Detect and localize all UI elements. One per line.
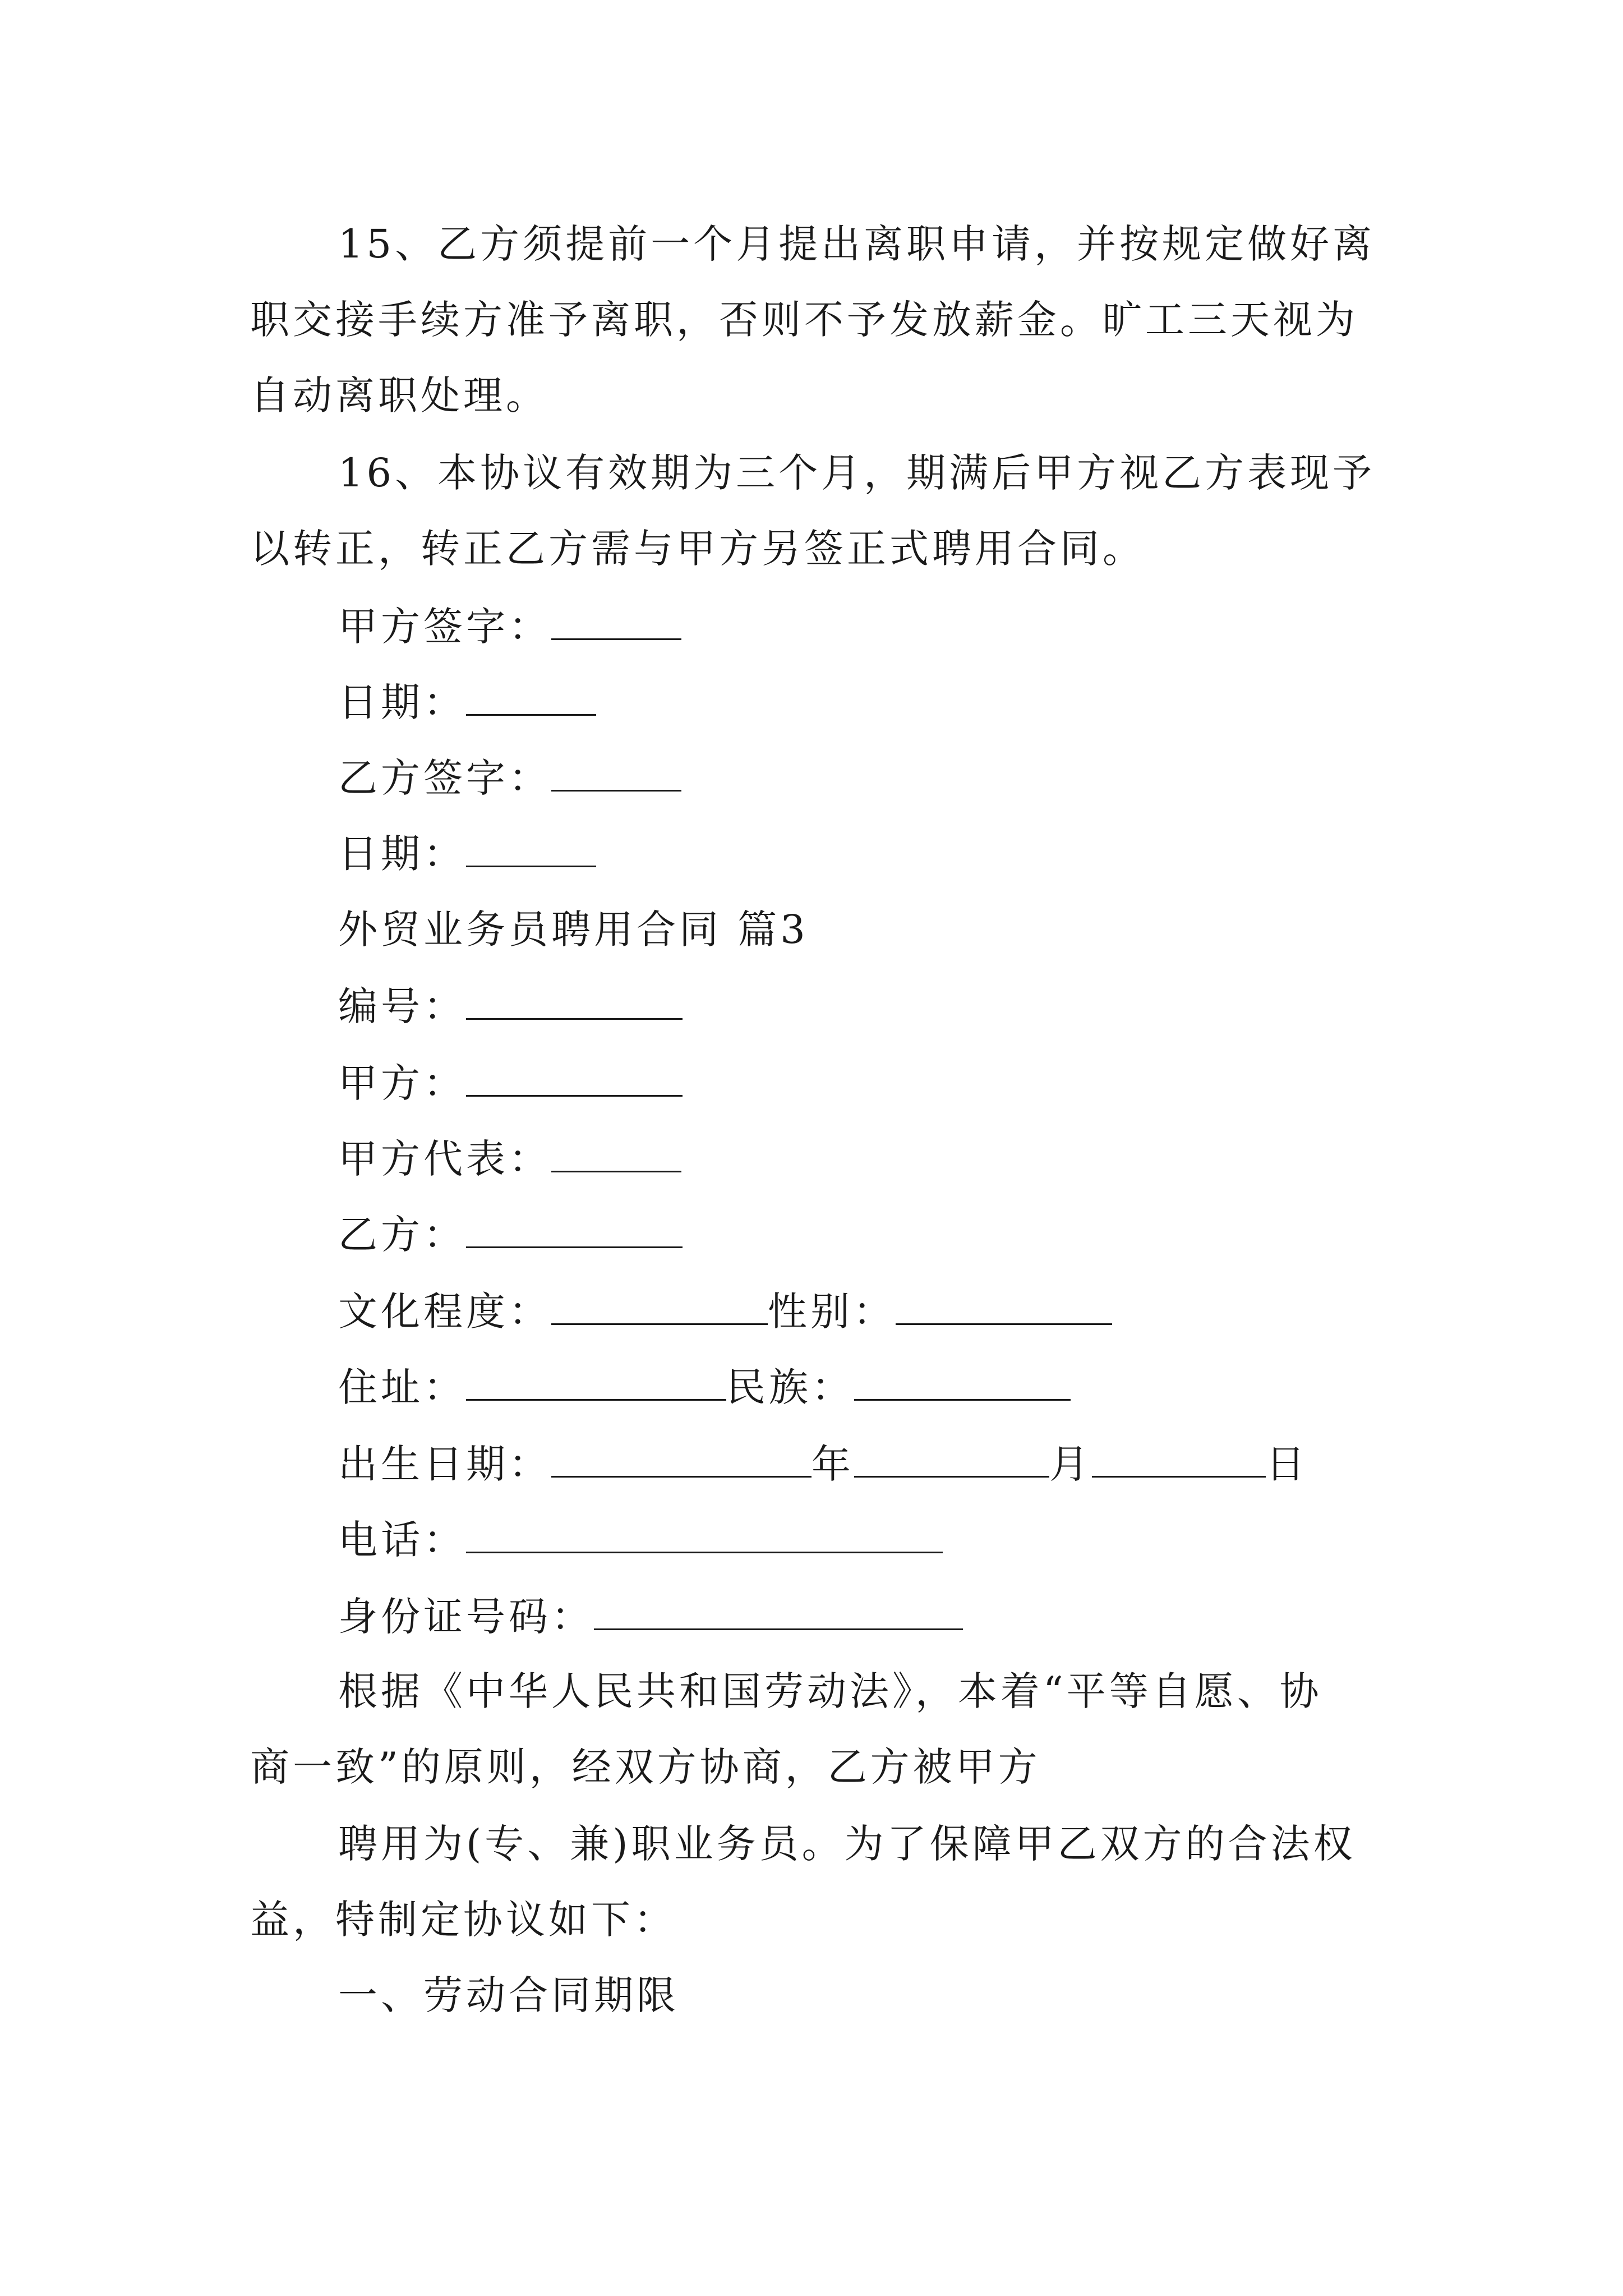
- month-label: 月: [1049, 1441, 1092, 1487]
- address-ethnicity-row: [338, 1364, 1071, 1410]
- year-label: 年: [811, 1441, 854, 1487]
- day-label: 日: [1266, 1441, 1308, 1487]
- party-b-signature-row: [338, 755, 681, 801]
- contract-number-blank: [466, 986, 683, 1020]
- id-number-label: 身份证号码：: [338, 1594, 594, 1640]
- phone-label: 电话：: [338, 1517, 466, 1563]
- birth-date-row: [338, 1441, 1308, 1487]
- phone-blank: [466, 1519, 943, 1553]
- party-a-label: 甲方：: [338, 1060, 466, 1106]
- preamble-line-3: 聘用为(专、兼)职业务员。为了保障甲乙双方的合法权: [338, 1821, 1356, 1867]
- birth-month-blank: [854, 1443, 1049, 1478]
- preamble-line-1: 根据《中华人民共和国劳动法》，本着“平等自愿、协: [338, 1668, 1322, 1714]
- education-blank: [551, 1291, 768, 1325]
- party-a-rep-blank: [551, 1138, 681, 1172]
- gender-label: 性别：: [768, 1289, 896, 1335]
- party-b-signature-label: 乙方签字：: [338, 755, 551, 801]
- gender-blank: [896, 1291, 1112, 1325]
- clause-16-line-2: 以转正，转正乙方需与甲方另签正式聘用合同。: [250, 526, 1145, 572]
- party-a-signature-row: [338, 604, 681, 650]
- contract-number-row: [338, 983, 683, 1029]
- id-number-blank: [594, 1596, 963, 1630]
- date-blank-1: [466, 682, 596, 716]
- address-blank: [466, 1366, 726, 1401]
- date-label-1: 日期：: [338, 679, 466, 725]
- phone-row: [338, 1517, 943, 1563]
- contract-number-label: 编号：: [338, 983, 466, 1029]
- clause-15-line-3: 自动离职处理。: [250, 372, 548, 418]
- education-label: 文化程度：: [338, 1289, 551, 1335]
- date-blank-2: [466, 833, 596, 867]
- party-a-blank: [466, 1062, 683, 1097]
- ethnicity-blank: [854, 1366, 1071, 1401]
- contract-title: 外贸业务员聘用合同 篇3: [338, 907, 809, 953]
- ethnicity-label: 民族：: [726, 1364, 854, 1410]
- clause-15-line-2: 职交接手续方准予离职，否则不予发放薪金。旷工三天视为: [250, 297, 1358, 343]
- party-b-row: [338, 1212, 683, 1258]
- party-b-label: 乙方：: [338, 1212, 466, 1258]
- party-a-signature-label: 甲方签字：: [338, 604, 551, 650]
- birth-date-label: 出生日期：: [338, 1441, 551, 1487]
- section-one-heading: 一、劳动合同期限: [338, 1972, 679, 2018]
- birth-day-blank: [1092, 1443, 1266, 1478]
- preamble-line-2: 商一致”的原则，经双方协商，乙方被甲方: [250, 1744, 1041, 1790]
- date-row-1: [338, 679, 596, 725]
- education-gender-row: [338, 1289, 1112, 1335]
- party-a-signature-blank: [551, 606, 681, 640]
- preamble-line-4: 益，特制定协议如下：: [250, 1897, 676, 1943]
- party-a-rep-row: [338, 1136, 681, 1182]
- party-a-row: [338, 1060, 683, 1106]
- party-b-signature-blank: [551, 757, 681, 792]
- id-number-row: [338, 1594, 963, 1640]
- birth-year-blank: [551, 1443, 811, 1478]
- date-label-2: 日期：: [338, 831, 466, 877]
- address-label: 住址：: [338, 1364, 466, 1410]
- clause-15-line-1: 15、乙方须提前一个月提出离职申请，并按规定做好离: [338, 221, 1376, 267]
- party-b-blank: [466, 1214, 683, 1248]
- clause-16-line-1: 16、本协议有效期为三个月，期满后甲方视乙方表现予: [338, 450, 1376, 496]
- date-row-2: [338, 831, 596, 877]
- party-a-rep-label: 甲方代表：: [338, 1136, 551, 1182]
